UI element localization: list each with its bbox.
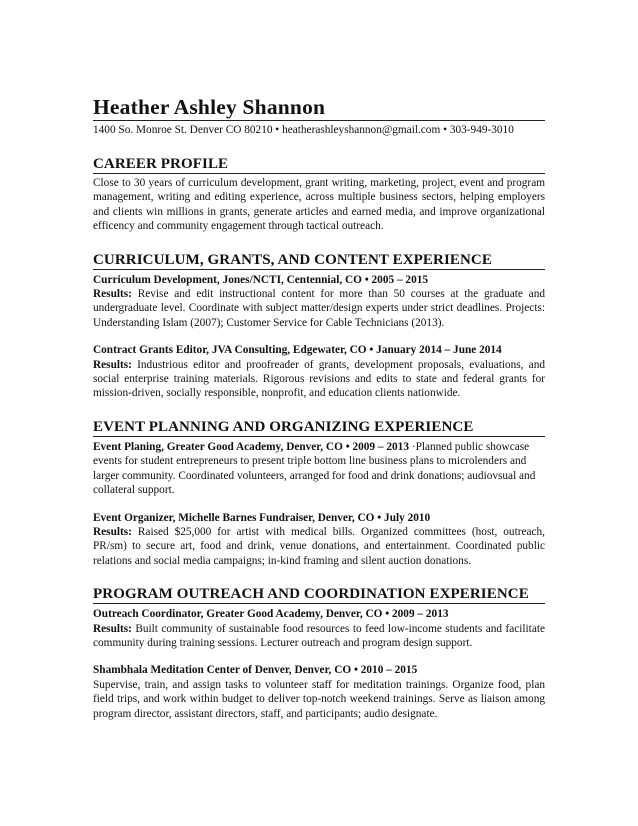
event-section <box>93 418 545 568</box>
entry-text <box>93 440 545 498</box>
entry-body: Raised $25,000 for artist with medical bills. Organized committees (host, outreach, PR/sm) to secure art, food and drink, venue donations, and entertainment. Coordinated public relations and social media campaigns; in-kind framing and silent auction donations. <box>93 525 545 567</box>
program-section <box>93 585 545 721</box>
entry-body: Built community of sustainable food resources to feed low-income students and facilitate community during training sessions. Lecturer outreach and program design support. <box>93 622 545 649</box>
section-divider <box>93 173 545 174</box>
curriculum-section <box>93 251 545 401</box>
entry-text: Supervise, train, and assign tasks to volunteer staff for meditation trainings. Organize food, plan field trips, and work within budget to deliver top-notch weekend trainings. Serve as liaison among program director, assistant directors, staff, and participants; audio designate. <box>93 678 545 720</box>
entry-text <box>93 358 545 401</box>
section-divider <box>93 436 545 437</box>
results-label: Results: <box>93 358 132 371</box>
entry <box>93 273 545 331</box>
section-divider <box>93 269 545 270</box>
entry-body: ·Planned public showcase events for student entrepreneurs to present triple bottom line business plans to microlenders and larger community. Coordinated volunteers, arranged for food and drink donations; audiovsual and collateral support. <box>93 440 536 497</box>
career-profile-text: Close to 30 years of curriculum development, grant writing, marketing, project, event and program management, writing and editing experience, across multiple business sectors, helping employers and clients win millions in grants, generate articles and earned media, and improve organizational efficency and community engagement through tactical outreach. <box>93 177 545 233</box>
entry-body: Industrious editor and proofreader of grants, development proposals, evaluations, and social enterprise training materials. Rigorous revisions and edits to state and federal grants for mission-driven, socially responsible, nonprofit, and education clients nationwide. <box>93 358 545 400</box>
section-divider <box>93 603 545 604</box>
entry-body: Revise and edit instructional content for more than 50 courses at the graduate and undergraduate level. Coordinate with subject matter/design experts under strict deadlines. Projects: Understanding Islam (2007); Customer Service for Cable Technicians (2013). <box>93 288 545 329</box>
entry <box>93 663 545 721</box>
entry-heading: Contract Grants Editor, JVA Consulting, Edgewater, CO • January 2014 – June 2014 <box>93 344 502 357</box>
contact-line: 1400 So. Monroe St. Denver CO 80210 • heatherashleyshannon@gmail.com • 303-949-3010 <box>93 124 514 136</box>
entry <box>93 511 545 569</box>
entry <box>93 343 545 401</box>
entry-heading: Event Organizer, Michelle Barnes Fundraiser, Denver, CO • July 2010 <box>93 511 431 524</box>
section-title: CURRICULUM, GRANTS, AND CONTENT EXPERIENCE <box>93 251 492 268</box>
results-label: Results: <box>93 525 132 538</box>
name-divider <box>93 120 545 121</box>
resume-page <box>93 94 545 721</box>
section-title: CAREER PROFILE <box>93 156 229 172</box>
entry-text <box>93 525 545 568</box>
results-label: Results: <box>93 622 132 635</box>
results-label: Results: <box>93 288 132 301</box>
entry-heading: Curriculum Development, Jones/NCTI, Centennial, CO • 2005 – 2015 <box>93 273 429 286</box>
candidate-name: Heather Ashley Shannon <box>93 95 326 119</box>
section-title: EVENT PLANNING AND ORGANIZING EXPERIENCE <box>93 418 474 435</box>
entry-heading: Shambhala Meditation Center of Denver, Denver, CO • 2010 – 2015 <box>93 664 418 677</box>
entry <box>93 607 545 650</box>
career-profile-section <box>93 155 545 234</box>
entry <box>93 440 545 498</box>
entry-text <box>93 287 545 330</box>
entry-heading: Outreach Coordinator, Greater Good Academy, Denver, CO • 2009 – 2013 <box>93 608 449 621</box>
entry-text <box>93 622 545 651</box>
section-title: PROGRAM OUTREACH AND COORDINATION EXPERIENCE <box>93 586 529 603</box>
entry-heading: Event Planing, Greater Good Academy, Denver, CO • 2009 – 2013 <box>93 440 409 453</box>
